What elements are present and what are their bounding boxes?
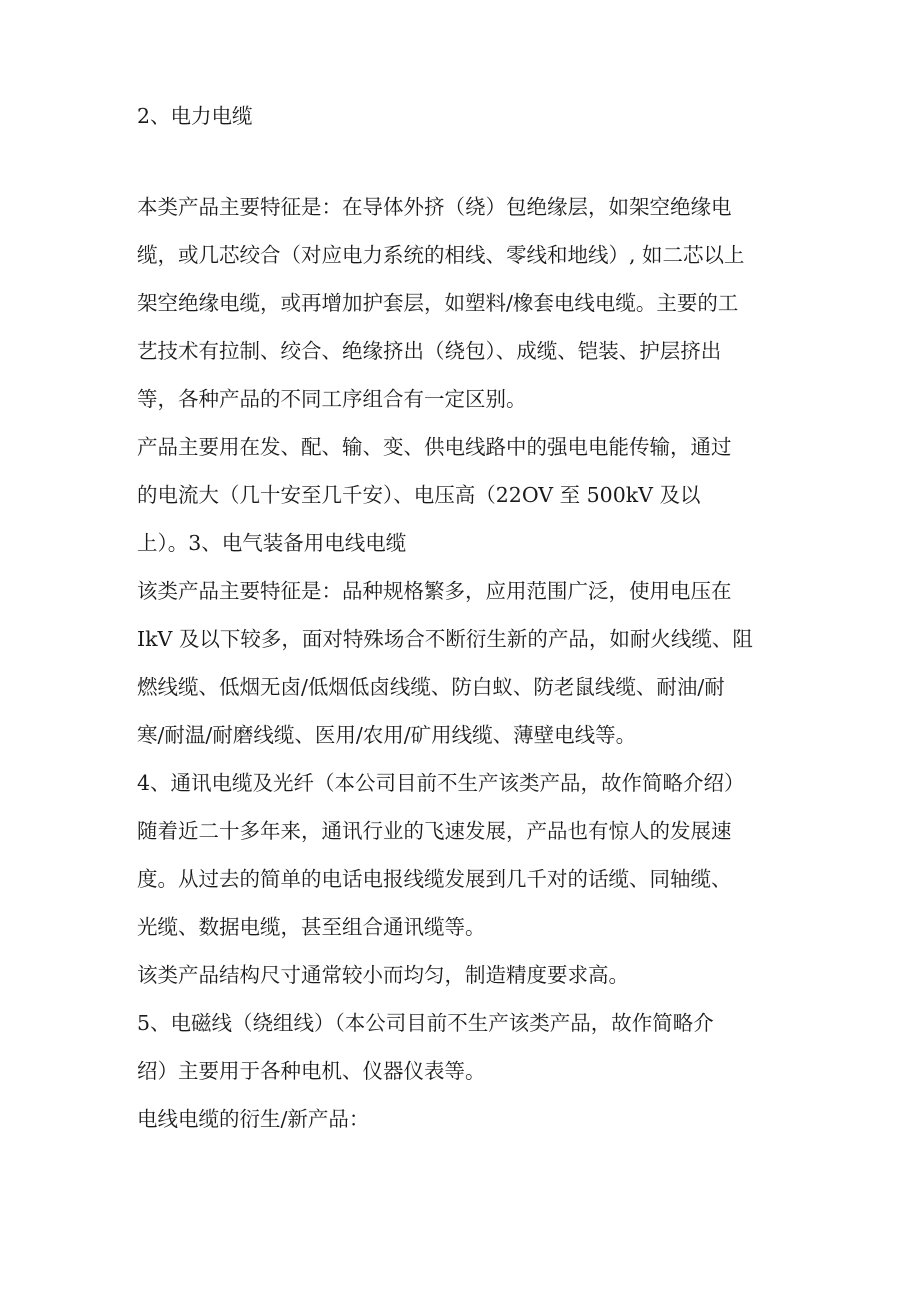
paragraph-line: 艺技术有拉制、绞合、绝缘挤出（绕包）、成缆、铠装、护层挤出 [137, 339, 722, 363]
section-heading-power-cable: 2、电力电缆 [137, 104, 253, 128]
paragraph-line: 燃线缆、低烟无卤/低烟低卤线缆、防白蚁、防老鼠线缆、耐油/耐 [137, 675, 725, 699]
paragraph-line: 寒/耐温/耐磨线缆、医用/农用/矿用线缆、薄壁电线等。 [137, 723, 637, 747]
paragraph-line: 架空绝缘电缆，或再增加护套层，如塑料/橡套电线电缆。主要的工 [137, 291, 739, 315]
section-heading-communication-cable: 4、通讯电缆及光纤（本公司目前不生产该类产品，故作简略介绍） [137, 771, 745, 795]
paragraph-line: 绍）主要用于各种电机、仪器仪表等。 [137, 1059, 486, 1083]
paragraph-line: 缆，或几芯绞合（对应电力系统的相线、零线和地线）, 如二芯以上 [137, 243, 745, 267]
paragraph-line: 的电流大（几十安至几千安）、电压高（22OV 至 500kV 及以 [137, 483, 701, 507]
paragraph-line: IkV 及以下较多，面对特殊场合不断衍生新的产品，如耐火线缆、阻 [137, 627, 753, 651]
paragraph-line: 该类产品结构尺寸通常较小而均匀，制造精度要求高。 [137, 963, 629, 987]
paragraph-line: 度。从过去的简单的电话电报线缆发展到几千对的话缆、同轴缆、 [137, 867, 732, 891]
paragraph-line: 等，各种产品的不同工序组合有一定区别。 [137, 387, 527, 411]
paragraph-line: 本类产品主要特征是：在导体外挤（绕）包绝缘层，如架空绝缘电 [137, 195, 732, 219]
section-heading-magnet-wire: 5、电磁线（绕组线）（本公司目前不生产该类产品，故作简略介 [137, 1011, 714, 1035]
paragraph-line-derived-products: 电线电缆的衍生/新产品： [137, 1107, 370, 1131]
paragraph-line: 该类产品主要特征是：品种规格繁多，应用范围广泛，使用电压在 [137, 579, 732, 603]
paragraph-line: 产品主要用在发、配、输、变、供电线路中的强电电能传输，通过 [137, 435, 732, 459]
paragraph-line: 光缆、数据电缆，甚至组合通讯缆等。 [137, 915, 486, 939]
paragraph-line: 随着近二十多年来，通讯行业的飞速发展，产品也有惊人的发展速 [137, 819, 732, 843]
paragraph-line-with-heading: 上）。3、电气装备用电线电缆 [137, 531, 407, 555]
